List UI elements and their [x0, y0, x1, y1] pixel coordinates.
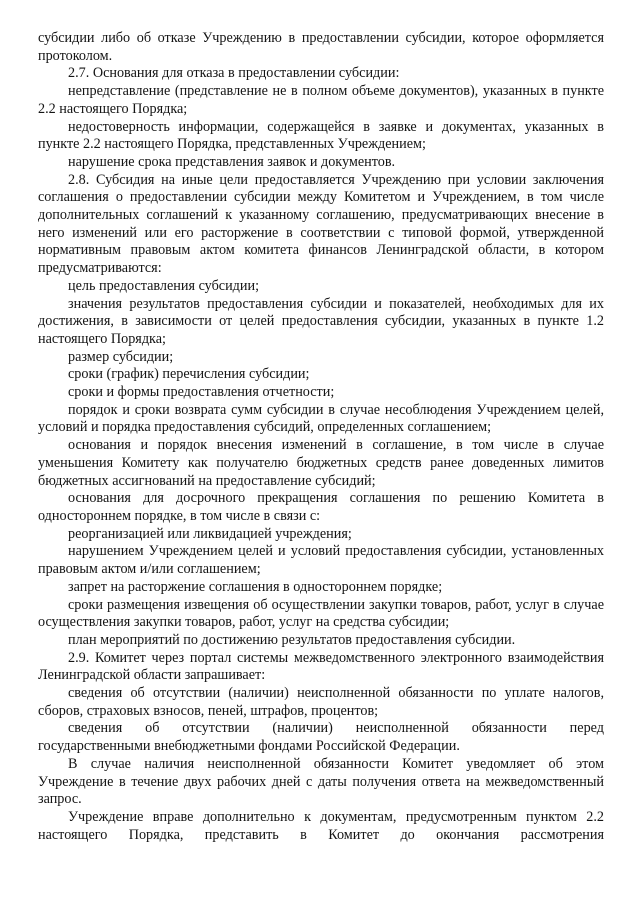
paragraph: цель предоставления субсидии;	[68, 277, 260, 294]
paragraph: значения результатов предоставления субсидии и показателей, необходимых для их достижения, в зависимости от целей предоставления субсидии, указанных в пункте 1.2 настоящего Порядка;	[38, 295, 604, 347]
paragraph: сроки и формы предоставления отчетности;	[68, 384, 335, 401]
paragraph: В случае наличия неисполненной обязанности Комитет уведомляет об этом Учреждение в течение двух рабочих дней с даты получения ответа на межведомственный запрос.	[38, 755, 604, 808]
paragraph: 2.7. Основания для отказа в предоставлении субсидии:	[68, 65, 400, 82]
paragraph: размер субсидии;	[68, 348, 174, 365]
paragraph: основания для досрочного прекращения соглашения по решению Комитета в одностороннем порядке, в том числе в связи с:	[38, 490, 604, 524]
paragraph: порядок и сроки возврата сумм субсидии в случае несоблюдения Учреждением целей, условий и порядка предоставления субсидий, определенных соглашением;	[38, 401, 604, 436]
document-page	[38, 30, 604, 844]
paragraph: недостоверность информации, содержащейся в заявке и документах, указанных в пункте 2.2 настоящего Порядка, представленных Учреждением;	[38, 118, 604, 153]
paragraph: 2.8. Субсидия на иные цели предоставляется Учреждению при условии заключения соглашения о предоставлении субсидии между Комитетом и Учреждением, в том числе дополнительных соглашений к указанному соглашению, предусматривающих внесение в него изменений или его расторжение в соответствии с типовой формой, утвержденной нормативным правовым актом комитета финансов Ленинградской области, в котором предусматриваются:	[38, 171, 604, 277]
paragraph: непредставление (представление не в полном объеме документов), указанных в пункте 2.2 настоящего Порядка;	[38, 83, 604, 117]
paragraph: сроки (график) перечисления субсидии;	[68, 366, 310, 383]
paragraph: основания и порядок внесения изменений в соглашение, в том числе в случае уменьшения Комитету как получателю бюджетных средств ранее доведенных лимитов бюджетных ассигнований на предоставление субсидий;	[38, 437, 604, 489]
paragraph: субсидии либо об отказе Учреждению в предоставлении субсидии, которое оформляется протоколом.	[38, 30, 604, 64]
paragraph: 2.9. Комитет через портал системы межведомственного электронного взаимодействия Ленинградской области запрашивает:	[38, 649, 604, 684]
paragraph: сведения об отсутствии (наличии) неисполненной обязанности перед государственными внебюджетными фондами Российской Федерации.	[38, 720, 604, 755]
paragraph: сведения об отсутствии (наличии) неисполненной обязанности по уплате налогов, сборов, страховых взносов, пеней, штрафов, процентов;	[38, 685, 604, 719]
paragraph: план мероприятий по достижению результатов предоставления субсидии.	[68, 631, 516, 648]
paragraph: нарушение срока представления заявок и документов.	[68, 153, 396, 170]
paragraph: сроки размещения извещения об осуществлении закупки товаров, работ, услуг в случае осуществления закупки товаров, работ, услуг на средства субсидии;	[38, 596, 604, 631]
paragraph: нарушением Учреждением целей и условий предоставления субсидии, установленных правовым актом и/или соглашением;	[38, 543, 604, 578]
paragraph: запрет на расторжение соглашения в одностороннем порядке;	[68, 578, 443, 595]
paragraph: Учреждение вправе дополнительно к документам, предусмотренным пунктом 2.2 настоящего Порядка, представить в Комитет до окончания рассмотрения	[38, 808, 604, 843]
paragraph: реорганизацией или ликвидацией учреждения;	[68, 525, 352, 542]
